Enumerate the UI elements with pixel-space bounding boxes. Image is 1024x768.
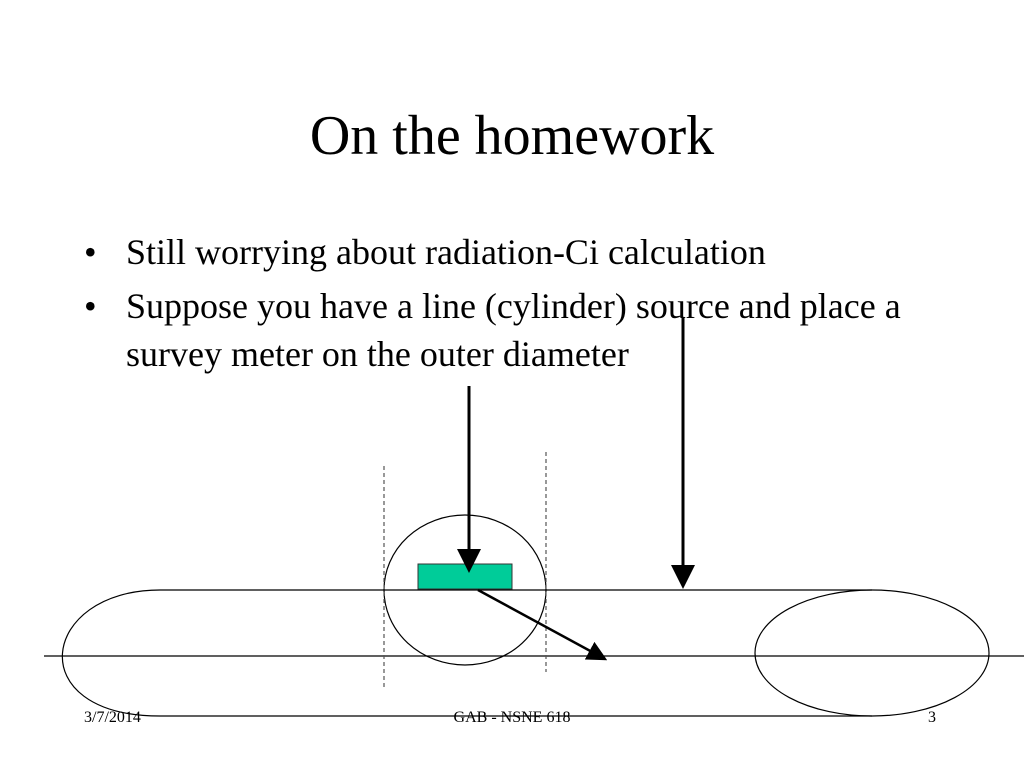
- bullet-icon: •: [84, 286, 97, 326]
- footer-page-number: 3: [928, 709, 936, 726]
- footer-date: 3/7/2014: [84, 709, 141, 726]
- footer-course: GAB - NSNE 618: [453, 709, 571, 726]
- cylinder-right-end: [755, 590, 989, 716]
- bullet-text: Still worrying about radiation-Ci calculation: [126, 232, 766, 272]
- slide-title: On the homework: [309, 105, 715, 167]
- bullet-text: Suppose you have a line (cylinder) source and place a survey meter on the outer diameter: [126, 286, 901, 374]
- radius-arrow: [478, 590, 605, 659]
- survey-meter: [418, 564, 512, 589]
- bullet-icon: •: [84, 232, 97, 272]
- cylinder-left-end: [62, 590, 160, 716]
